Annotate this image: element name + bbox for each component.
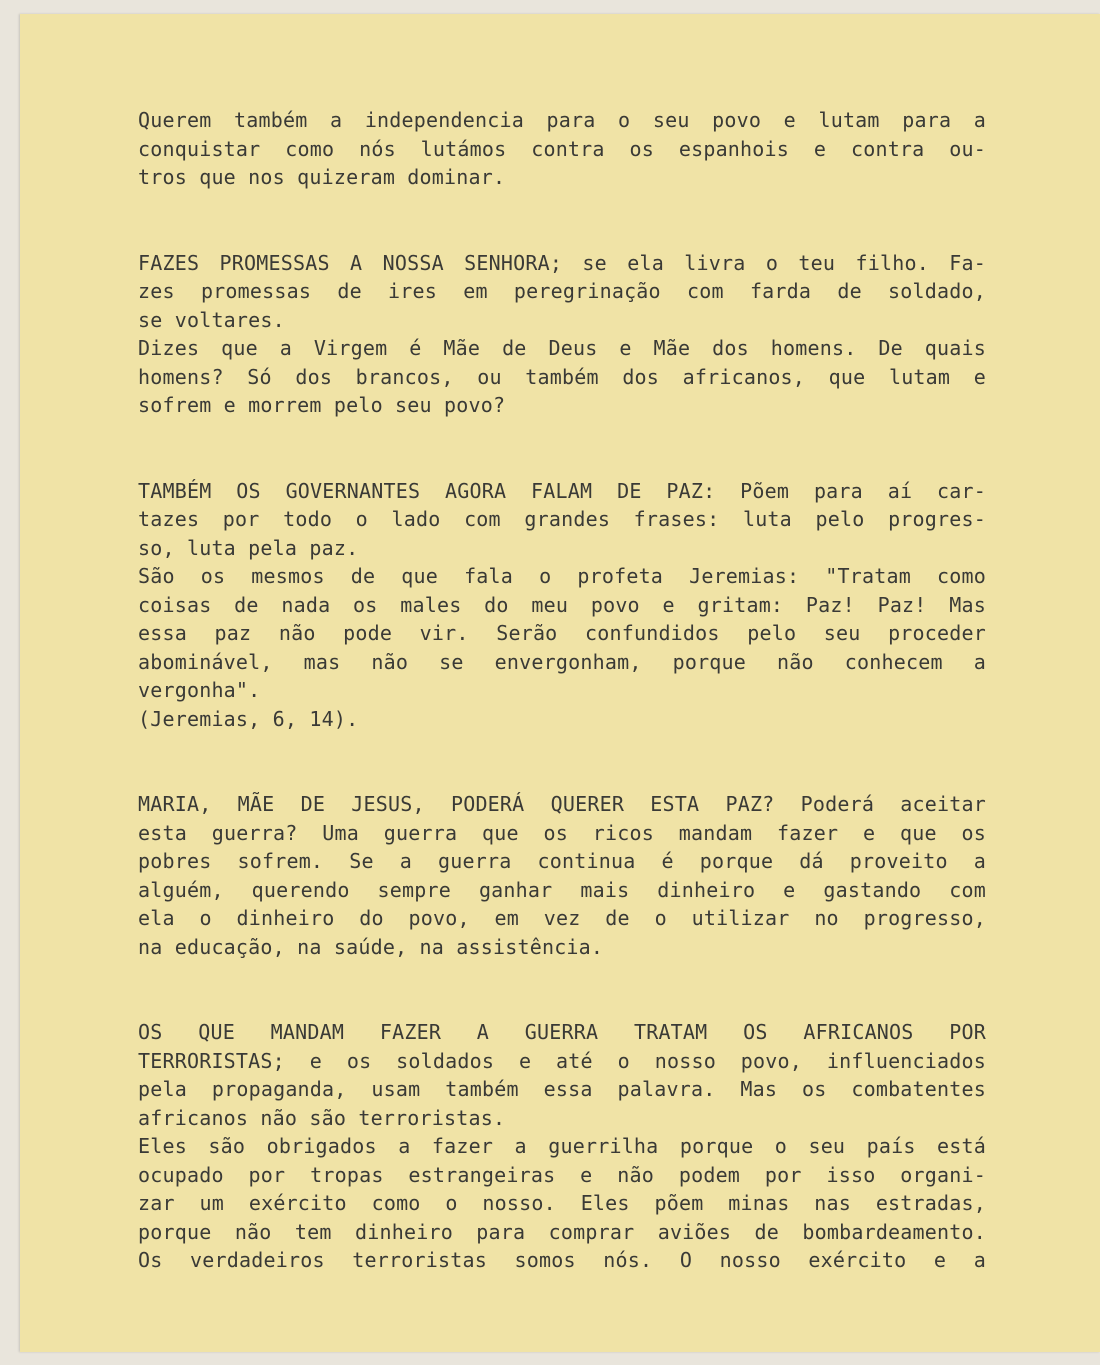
text-line: pela propaganda, usam também essa palavra. Mas os combatentes <box>138 1077 986 1101</box>
text-line: homens? Só dos brancos, ou também dos africanos, que lutam e <box>138 364 986 389</box>
text-line: se voltares. <box>138 307 285 332</box>
text-line: FAZES PROMESSAS A NOSSA SENHORA; se ela livra o teu filho. Fa- <box>138 250 986 275</box>
text-line: Querem também a independencia para o seu povo e lutam para a <box>138 108 986 132</box>
text-line: tros que nos quizeram dominar. <box>138 165 506 189</box>
text-line: vergonha". <box>138 678 261 702</box>
paragraph-terroristas <box>138 1018 986 1275</box>
paragraph-governantes <box>138 477 986 734</box>
document-page <box>20 14 1100 1352</box>
text-line: (Jeremias, 6, 14). <box>138 706 359 731</box>
text-line: Os verdadeiros terroristas somos nós. O nosso exército e a <box>138 1248 986 1272</box>
paragraph-promessas <box>138 249 986 420</box>
text-line: Dizes que a Virgem é Mãe de Deus e Mãe dos homens. De quais <box>138 336 986 360</box>
text-line: esta guerra? Uma guerra que os ricos mandam fazer e que os <box>138 820 986 845</box>
text-line: sofrem e morrem pelo seu povo? <box>138 393 506 417</box>
paragraph-maria <box>138 790 986 961</box>
text-line: TERRORISTAS; e os soldados e até o nosso povo, influenciados <box>138 1048 986 1073</box>
text-line: africanos não são terroristas. <box>138 1105 506 1130</box>
text-line: na educação, na saúde, na assistência. <box>138 934 604 959</box>
text-line: zes promessas de ires em peregrinação com farda de soldado, <box>138 279 986 303</box>
text-line: TAMBÉM OS GOVERNANTES AGORA FALAM DE PAZ: Põem para aí car- <box>138 478 986 503</box>
paragraph-independencia <box>138 106 986 192</box>
text-line: so, luta pela paz. <box>138 535 359 560</box>
text-line: abominável, mas não se envergonham, porque não conhecem a <box>138 649 986 674</box>
text-line: ocupado por tropas estrangeiras e não podem por isso organi- <box>138 1162 986 1187</box>
text-line: essa paz não pode vir. Serão confundidos pelo seu proceder <box>138 621 986 645</box>
text-line: conquistar como nós lutámos contra os espanhois e contra ou- <box>138 136 986 161</box>
text-line: pobres sofrem. Se a guerra continua é porque dá proveito a <box>138 849 986 873</box>
text-line: alguém, querendo sempre ganhar mais dinheiro e gastando com <box>138 877 986 902</box>
document-body <box>138 106 986 1275</box>
text-line: OS QUE MANDAM FAZER A GUERRA TRATAM OS AFRICANOS POR <box>138 1020 986 1044</box>
text-line: São os mesmos de que fala o profeta Jeremias: "Tratam como <box>138 564 986 588</box>
text-line: ela o dinheiro do povo, em vez de o utilizar no progresso, <box>138 906 986 930</box>
text-line: coisas de nada os males do meu povo e gritam: Paz! Paz! Mas <box>138 592 986 617</box>
text-line: Eles são obrigados a fazer a guerrilha porque o seu país está <box>138 1134 986 1158</box>
text-line: zar um exército como o nosso. Eles põem minas nas estradas, <box>138 1191 986 1215</box>
text-line: tazes por todo o lado com grandes frases: luta pelo progres- <box>138 507 986 531</box>
text-line: porque não tem dinheiro para comprar aviões de bombardeamento. <box>138 1219 986 1244</box>
text-line: MARIA, MÃE DE JESUS, PODERÁ QUERER ESTA PAZ? Poderá aceitar <box>138 792 986 816</box>
